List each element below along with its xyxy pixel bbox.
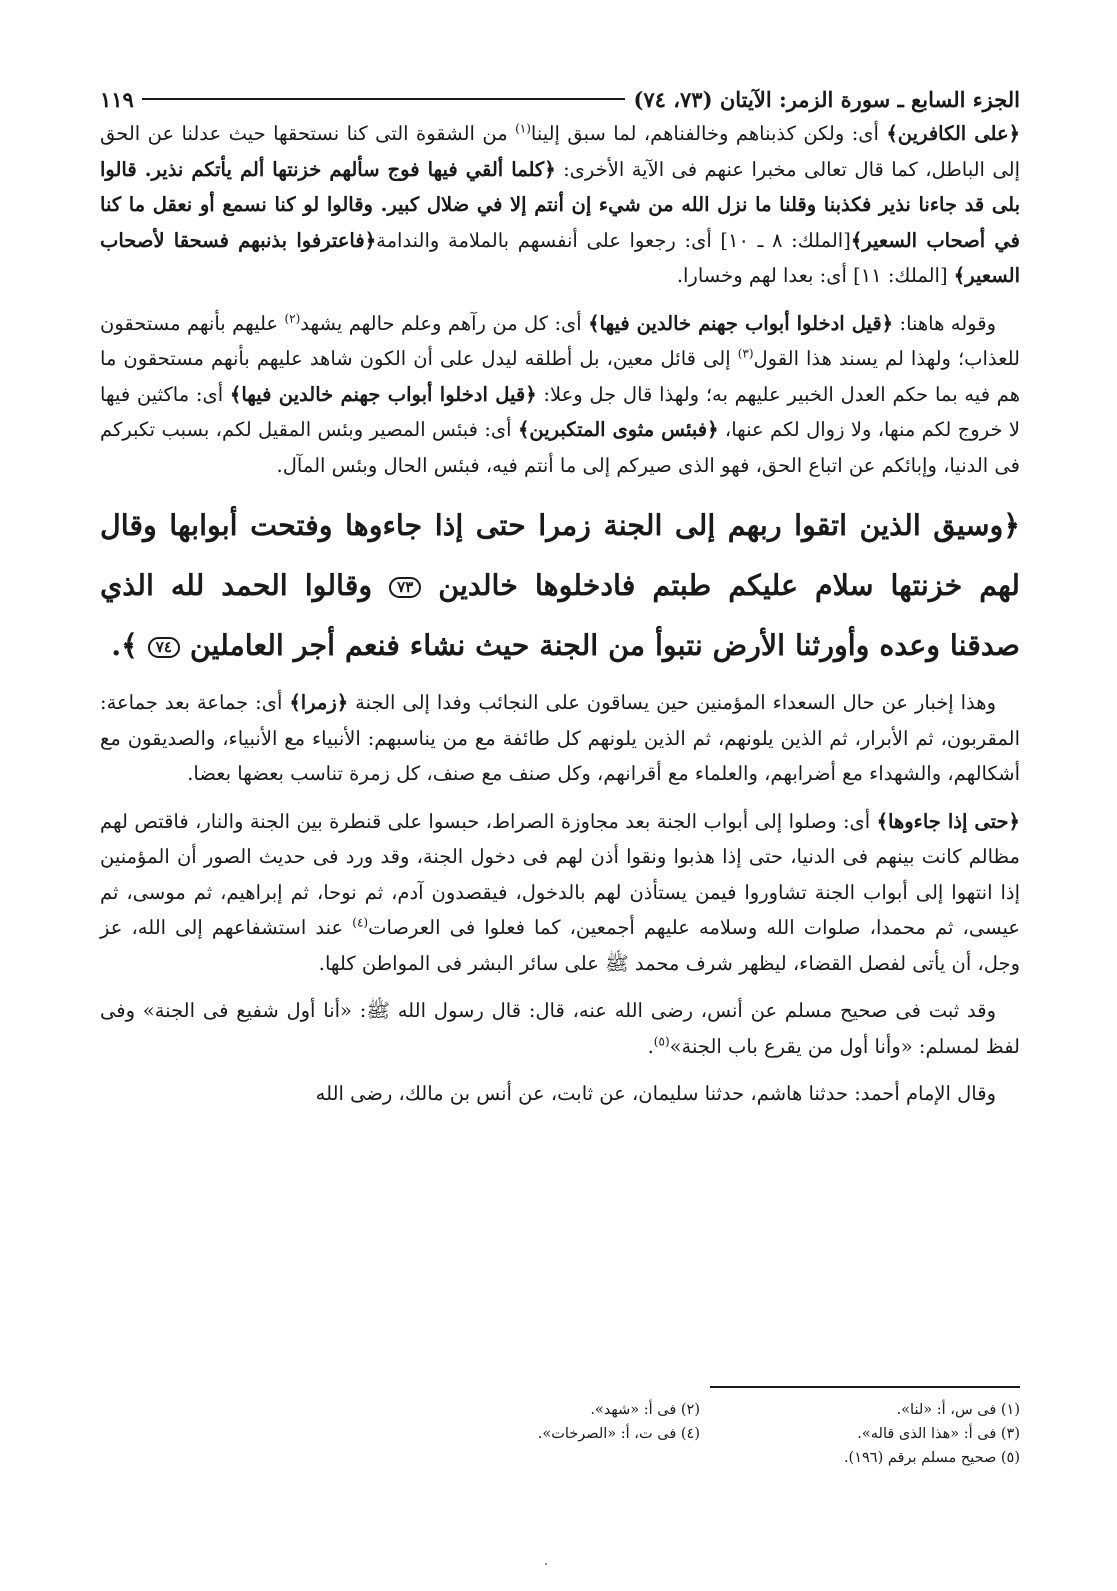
footnote-row [380, 1398, 1020, 1422]
footnote-1: (١) فى س، أ: «لنا». [896, 1402, 1020, 1418]
footnote-2: (٢) فى أ: «شهد». [590, 1402, 700, 1418]
verse-block [100, 495, 1020, 675]
text: أى: كل من رآهم وعلم حالهم يشهد [300, 311, 589, 335]
header-rule [142, 98, 626, 100]
paragraph-5 [100, 993, 1020, 1064]
text: وقال الإمام أحمد: حدثنا هاشم، حدثنا سليمان، عن ثابت، عن أنس بن مالك، رضى الله [315, 1082, 996, 1105]
footnote-ref-2: (٢) [284, 311, 301, 325]
text: وقد ثبت فى صحيح مسلم عن أنس، رضى الله عنه، قال: قال رسول الله ﷺ: «أنا أول شفيع فى الجنة» وفى لفظ لمسلم: «وأنا أول من يقرع باب الجنة» [100, 999, 1020, 1058]
footnote-5: (٥) صحيح مسلم برقم (١٩٦). [843, 1450, 1020, 1466]
paragraph-4 [100, 804, 1020, 982]
quran-quote: ﴿على الكافرين﴾ [886, 122, 1020, 145]
scan-speck [545, 1563, 547, 1565]
quran-quote: ﴿كلما ألقي فيها فوج سألهم خزنتها ألم يأتكم نذير. قالوا بلى قد جاءنا نذير فكذبنا وقلنا ما نزل الله من شيء إن أنتم إلا في ضلال كبير. وقالوا لو كنا نسمع أو نعقل ما كنا في أصحاب السعير﴾ [100, 157, 1020, 252]
footnote-ref-1: (١) [515, 121, 531, 136]
text: عند استشفاعهم إلى الله، عز وجل، أن يأتى لفصل القضاء، ليظهر شرف محمد ﷺ على سائر البشر فى المواطن كلها. [100, 916, 1020, 975]
footnote-row [380, 1446, 1020, 1470]
verse-text: ﴿وسيق الذين اتقوا ربهم إلى الجنة زمرا حتى إذا جاءوها وفتحت أبوابها وقال لهم خزنتها سلام عليكم طبتم فادخلوها خالدين [100, 508, 1020, 602]
quran-quote: ﴿فاعترفوا بذنبهم فسحقا لأصحاب السعير﴾ [100, 228, 1020, 287]
verse-text: ﴾. [111, 628, 148, 662]
quran-quote: ﴿قيل ادخلوا أبواب جهنم خالدين فيها﴾ [588, 311, 894, 335]
footnote-ref-3: (٣) [737, 346, 754, 361]
text: [الملك: ٨ ـ ١٠] أى: رجعوا على أنفسهم بالملامة والندامة [376, 228, 851, 252]
quran-quote: ﴿فبئس مثوى المتكبرين﴾ [517, 418, 719, 441]
text: عليهم بأنهم مستحقون للعذاب؛ ولهذا لم يسند هذا القول [100, 311, 1020, 370]
text: أى: جماعة بعد جماعة: المقربون، ثم الأبرار، ثم الذين يلونهم، ثم الذين يلونهم كل طائفة مع من يناسبهم: الأنبياء مع الأنبياء، والصديقون مع أشكالهم، والشهداء مع أضرابهم، والعلماء مع أقرانهم، وكل صنف مع صنف، كل زمرة تناسب بعضها بعضا. [100, 691, 1021, 785]
paragraph-1 [100, 116, 1020, 294]
verse-text: وقالوا الحمد لله الذي صدقنا وعده وأورثنا الأرض نتبوأ من الجنة حيث نشاء فنعم أجر العاملين [100, 568, 1020, 662]
text: وهذا إخبار عن حال السعداء المؤمنين حين يساقون على النجائب وفدا إلى الجنة [348, 691, 996, 714]
footnote-rule [710, 1386, 1020, 1388]
text: وقوله هاهنا: [893, 311, 996, 335]
text: . [647, 1034, 654, 1058]
footnote-ref-5: (٥) [653, 1034, 670, 1048]
footnote-ref-4: (٤) [352, 915, 369, 930]
verse-number: ٧٤ [148, 637, 180, 658]
text: إلى قائل معين، بل أطلقه ليدل على أن الكون شاهد عليهم بأنهم مستحقون ما هم فيه بما حكم العدل الخبير عليهم به؛ ولهذا قال جل وعلا: [100, 347, 1021, 406]
footnote-row [380, 1422, 1020, 1446]
text: أى: فبئس المصير وبئس المقيل لكم، بسبب تكبركم فى الدنيا، وإبائكم عن اتباع الحق، فهو الذى صيركم إلى ما أنتم فيه، فبئس الحال وبئس المآل. [100, 418, 1020, 477]
paragraph-3 [100, 685, 1020, 792]
header-title: الجزء السابع ـ سورة الزمر: الآيتان (٧٣، ٧٤) [633, 86, 1020, 112]
footnotes [380, 1398, 1020, 1470]
text: من الشقوة التى كنا نستحقها حيث عدلنا عن الحق إلى الباطل، كما قال تعالى مخبرا عنهم فى الآية الأخرى: [100, 122, 1020, 181]
verse-number: ٧٣ [389, 577, 421, 598]
paragraph-6 [100, 1076, 1020, 1112]
page [100, 82, 1020, 1124]
text: أى: ولكن كذبناهم وخالفناهم، لما سبق إلينا [530, 122, 887, 145]
quran-quote: ﴿قيل ادخلوا أبواب جهنم خالدين فيها﴾ [229, 382, 537, 406]
footnote-4: (٤) فى ت، أ: «الصرخات». [537, 1426, 700, 1442]
running-header [100, 82, 1020, 116]
text: أى: ماكثين فيها لا خروج لكم منها، ولا زوال لكم عنها، [100, 382, 1021, 441]
page-number: ١١٩ [100, 86, 134, 112]
quran-quote: ﴿حتى إذا جاءوها﴾ [876, 809, 1020, 833]
footnote-3: (٣) فى أ: «هذا الذى قاله». [857, 1426, 1020, 1442]
text: أى: وصلوا إلى أبواب الجنة بعد مجاوزة الصراط، حبسوا على قنطرة بين الجنة والنار، فاقتص لهم مظالم كانت بينهم فى الدنيا، حتى إذا هذبوا ونقوا أذن لهم فى دخول الجنة، وقد ورد فى حديث الصور أن المؤمنين إذا انتهوا إلى أبواب الجنة تشاوروا فيمن يستأذن لهم بالدخول، فيقصدون آدم، ثم نوحا، ثم إبراهيم، ثم موسى، ثم عيسى، ثم محمدا، صلوات الله وسلامه عليهم أجمعين، كما فعلوا فى العرصات [100, 809, 1020, 939]
quran-quote: ﴿زمرا﴾ [289, 691, 349, 714]
paragraph-2 [100, 306, 1020, 484]
text: [الملك: ١١] أى: بعدا لهم وخسارا. [676, 264, 954, 287]
